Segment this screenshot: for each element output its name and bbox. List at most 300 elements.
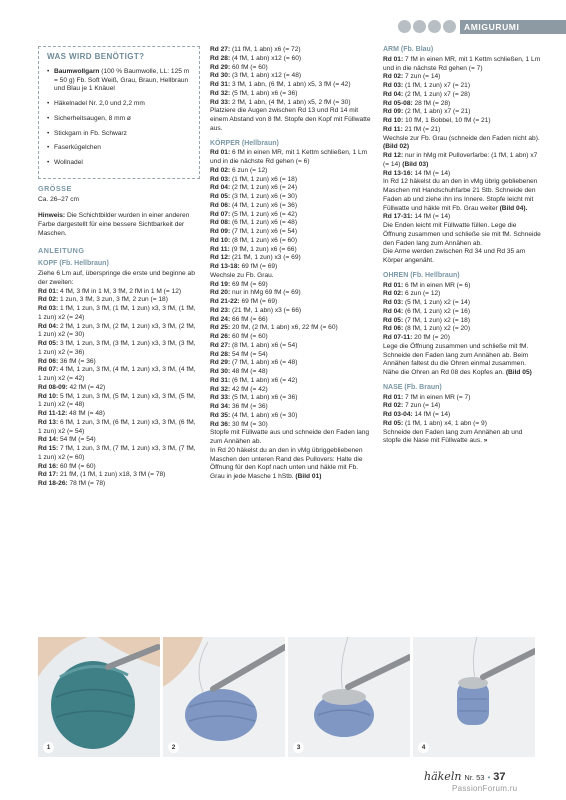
instruction-row bbox=[38, 288, 200, 297]
instruction-row bbox=[383, 91, 541, 100]
row-text: 2 fM, 1 zun, 3 fM, (2 fM, 1 zun) x3, 3 fM, (2 fM, 1 zun) x2 (= 30) bbox=[38, 322, 196, 339]
instruction-row bbox=[210, 307, 373, 316]
row-text: 36 fM (= 36) bbox=[230, 403, 268, 410]
nase-title: NASE (Fb. Braun) bbox=[383, 383, 442, 391]
materials-item bbox=[47, 100, 193, 109]
row-text: 6 zun (= 12) bbox=[230, 166, 268, 174]
row-label: Rd 13: bbox=[38, 418, 59, 426]
row-label: Rd 27: bbox=[210, 46, 231, 53]
instruction-row bbox=[210, 316, 373, 325]
issue-number: Nr. 53 bbox=[464, 773, 485, 782]
materials-title: WAS WIRD BENÖTIGT? bbox=[47, 52, 145, 61]
kopf-note: Platziere die Augen zwischen Rd 13 und Rd 14 mit einem Abstand von 8 fM. Stopfe den Kopf mit Füllwatte aus. bbox=[210, 107, 371, 132]
row-label: Rd 17-31: bbox=[383, 213, 413, 221]
row-text: 54 fM (= 54) bbox=[58, 436, 96, 444]
row-text: 10 fM, 1 Bobbel, 10 fM (= 21) bbox=[403, 117, 491, 124]
row-text: (1 fM, 1 zun) x7 (= 21) bbox=[403, 82, 471, 89]
row-label: Rd 28: bbox=[210, 350, 231, 358]
row-text: 48 fM (= 48) bbox=[230, 368, 268, 375]
row-label: Rd 33: bbox=[210, 98, 231, 106]
row-label: Rd 19: bbox=[210, 280, 231, 288]
row-label: Rd 20: bbox=[210, 289, 231, 297]
materials-item-text: Häkelnadel Nr. 2,0 und 2,2 mm bbox=[54, 100, 145, 107]
materials-item-text: Wollnadel bbox=[54, 159, 83, 166]
row-text: (4 fM, 1 abn) x6 (= 30) bbox=[230, 411, 298, 419]
row-label: Rd 34: bbox=[210, 403, 231, 410]
row-label: Rd 14: bbox=[38, 436, 59, 444]
row-text: (5 fM, 1 zun) x2 (= 14) bbox=[403, 299, 471, 306]
instruction-row bbox=[38, 436, 200, 445]
row-text: (3 fM, 1 abn) x12 (= 48) bbox=[230, 72, 302, 80]
instruction-row bbox=[210, 167, 373, 176]
row-text: (11 fM, 1 abn) x6 (= 72) bbox=[230, 46, 301, 53]
row-label: Rd 31: bbox=[210, 81, 231, 88]
materials-item-bold: Baumwollgarn bbox=[54, 67, 100, 75]
row-label: Rd 31: bbox=[210, 376, 231, 384]
groesse-title: GRÖSSE bbox=[38, 183, 72, 193]
koerper-note: Stopfe mit Füllwatte aus und schneide den Faden lang zum Annähen ab. bbox=[210, 429, 370, 445]
photo-2[interactable] bbox=[163, 637, 285, 757]
row-label: Rd 10: bbox=[210, 236, 231, 244]
instruction-row bbox=[210, 246, 373, 255]
instruction-row bbox=[383, 213, 541, 222]
row-label: Rd 07: bbox=[210, 210, 231, 218]
row-text: 48 fM (= 48) bbox=[67, 410, 105, 417]
hinweis-paragraph bbox=[38, 212, 200, 238]
ohren-note bbox=[383, 343, 541, 378]
row-text: (5 fM, 1 abn) x6 (= 36) bbox=[230, 89, 298, 97]
instruction-row bbox=[38, 463, 200, 472]
arm-rows-3 bbox=[383, 213, 541, 222]
row-text: 69 fM (= 69) bbox=[230, 280, 268, 288]
chapter-nav bbox=[398, 20, 456, 33]
row-text: 69 fM (= 69) bbox=[239, 298, 278, 305]
instruction-row bbox=[383, 402, 541, 411]
instruction-row bbox=[38, 358, 200, 367]
row-text: (7 fM, 1 abn) x6 (= 48) bbox=[230, 359, 298, 367]
instruction-row bbox=[210, 386, 373, 395]
row-label: Rd 05: bbox=[210, 193, 231, 200]
row-text: 4 fM, 3 fM in 1 M, 3 fM, 2 fM in 1 M (= 12) bbox=[58, 287, 182, 295]
row-label: Rd 10: bbox=[38, 392, 59, 400]
instruction-row bbox=[210, 359, 373, 368]
instruction-row bbox=[383, 152, 541, 170]
photo-1[interactable] bbox=[38, 637, 160, 757]
materials-item bbox=[47, 159, 193, 168]
instruction-row bbox=[210, 298, 373, 307]
row-text: 54 fM (= 54) bbox=[230, 350, 268, 358]
instruction-row bbox=[383, 108, 541, 117]
row-text: (6 fM, 1 zun) x6 (= 48) bbox=[230, 219, 298, 227]
materials-item bbox=[47, 68, 193, 94]
instruction-row bbox=[210, 237, 373, 246]
photo-number: 1 bbox=[43, 742, 54, 753]
instruction-row bbox=[38, 393, 200, 411]
hinweis-text: Die Schichtbilder wurden in einer anderen Farbe dargestellt für eine bessere Sichtbarkeit der Maschen. bbox=[38, 212, 190, 237]
page-footer bbox=[424, 770, 506, 783]
bild-reference: (Bild 03) bbox=[400, 160, 429, 168]
row-text: 5 fM, 1 zun, 3 fM, (5 fM, 1 zun) x3, 3 fM, (5 fM, 1 zun) x2 (= 48) bbox=[38, 392, 196, 409]
row-text: 42 fM (= 42) bbox=[230, 385, 268, 393]
row-label: Rd 13-16: bbox=[383, 169, 413, 177]
row-label: Rd 03: bbox=[383, 299, 404, 306]
row-text: 6 fM, 1 zun, 3 fM, (6 fM, 1 zun) x3, 3 fM, (6 fM, 1 zun) x2 (= 54) bbox=[38, 418, 196, 435]
instruction-row bbox=[38, 480, 200, 489]
row-label: Rd 23: bbox=[210, 306, 231, 314]
row-text: (5 fM, 1 zun) x6 (= 42) bbox=[230, 210, 298, 218]
row-label: Rd 29: bbox=[210, 359, 231, 367]
instruction-row bbox=[210, 342, 373, 351]
instruction-row bbox=[210, 289, 373, 298]
row-text: 3 fM, 1 zun, 3 fM, (3 fM, 1 zun) x3, 3 fM, (3 fM, 1 zun) x2 (= 36) bbox=[38, 340, 196, 356]
instruction-row bbox=[383, 299, 541, 308]
row-label: Rd 25: bbox=[210, 324, 231, 332]
instruction-row bbox=[383, 56, 541, 74]
row-text: 6 fM in einen MR, mit 1 Kettm schließen, 1 Lm und in die nächste Rd gehen (= 6) bbox=[210, 149, 368, 165]
row-label: Rd 11: bbox=[383, 125, 403, 133]
photo-3[interactable] bbox=[288, 637, 410, 757]
row-text: (3 fM, 1 zun) x6 (= 30) bbox=[230, 193, 298, 200]
arm-wechsel bbox=[383, 135, 541, 153]
row-label: Rd 02: bbox=[383, 290, 404, 298]
koerper-rows-grau bbox=[210, 281, 373, 430]
row-label: Rd 18-26: bbox=[38, 480, 68, 487]
arm-note1-text: In Rd 12 häkelst du an den in vMg übrig gebliebenen Maschen mit Handschuhfarbe 21 Stb. Schneide den Faden ab und ziehe ihn ins Innere. Stopfe leicht mit Füllwatte und häkle mit Fb. Grau weiter bbox=[383, 178, 538, 212]
row-label: Rd 13-18: bbox=[210, 263, 240, 270]
instruction-row bbox=[210, 263, 373, 272]
bild-reference: (Bild 05) bbox=[505, 369, 532, 376]
watermark: PassionForum.ru bbox=[452, 784, 518, 793]
nav-dot[interactable] bbox=[413, 20, 426, 33]
row-label: Rd 12: bbox=[210, 254, 231, 262]
instruction-row bbox=[210, 228, 373, 237]
bild-reference: (Bild 01) bbox=[295, 473, 322, 480]
instruction-row bbox=[210, 55, 373, 64]
arm-rows-2 bbox=[383, 152, 541, 178]
row-label: Rd 05: bbox=[383, 419, 404, 427]
row-label: Rd 03: bbox=[38, 305, 59, 312]
row-label: Rd 06: bbox=[38, 357, 59, 365]
instruction-row bbox=[210, 281, 373, 290]
photo-4[interactable] bbox=[413, 637, 535, 757]
row-label: Rd 32: bbox=[210, 385, 231, 393]
row-text: 6 fM in einen MR (= 6) bbox=[403, 281, 471, 289]
row-text: 60 fM (= 60) bbox=[58, 462, 96, 470]
instruction-row bbox=[210, 219, 373, 228]
instruction-row bbox=[210, 421, 373, 430]
row-label: Rd 36: bbox=[210, 420, 231, 428]
instruction-row bbox=[210, 184, 373, 193]
koerper-rows bbox=[210, 149, 373, 272]
instruction-row bbox=[210, 394, 373, 403]
row-text: nur in hMg 69 fM (= 69) bbox=[230, 289, 301, 297]
row-label: Rd 26: bbox=[210, 333, 231, 340]
instruction-row bbox=[383, 126, 541, 135]
row-text: 6 zun (= 12) bbox=[403, 290, 441, 298]
nav-dot[interactable] bbox=[398, 20, 411, 33]
materials-box bbox=[38, 46, 200, 179]
row-text: (6 fM, 1 zun) x2 (= 16) bbox=[403, 307, 471, 315]
row-label: Rd 03-04: bbox=[383, 411, 413, 418]
instruction-row bbox=[383, 117, 541, 126]
row-text: 7 fM in einen MR, mit 1 Kettm schließen, 1 Lm und in die nächste Rd gehen (= 7) bbox=[383, 55, 541, 72]
row-label: Rd 01: bbox=[38, 287, 59, 295]
instruction-row bbox=[383, 334, 541, 343]
row-label: Rd 01: bbox=[383, 55, 404, 63]
koerper-wechsel: Wechsle zu Fb. Grau. bbox=[210, 271, 274, 279]
row-label: Rd 10: bbox=[383, 117, 404, 124]
row-label: Rd 03: bbox=[383, 82, 404, 89]
instruction-row bbox=[38, 296, 200, 305]
arm-rows bbox=[383, 56, 541, 135]
row-text: 30 fM (= 30) bbox=[230, 420, 268, 428]
row-label: Rd 17: bbox=[38, 471, 59, 479]
photo-number: 3 bbox=[293, 742, 304, 753]
row-text: 4 fM, 1 zun, 3 fM, (4 fM, 1 zun) x3, 3 fM, (4 fM, 1 zun) x2 (= 42) bbox=[38, 366, 196, 382]
row-text: 1 fM, 1 zun, 3 fM, (1 fM, 1 zun) x3, 3 fM, (1 fM, 1 zun) x2 (= 24) bbox=[38, 305, 196, 321]
instruction-row bbox=[38, 471, 200, 480]
row-label: Rd 01: bbox=[383, 393, 404, 401]
instruction-row bbox=[383, 325, 541, 334]
row-text: 2 fM, 1 abn, (4 fM, 1 abn) x5, 2 fM (= 30) bbox=[230, 98, 351, 106]
row-label: Rd 08: bbox=[210, 219, 231, 227]
instruction-row bbox=[210, 99, 373, 108]
row-text: 36 fM (= 36) bbox=[58, 357, 96, 365]
row-text: (8 fM, 1 zun) x2 (= 20) bbox=[403, 325, 471, 333]
row-label: Rd 02: bbox=[38, 296, 59, 304]
row-text: (7 fM, 1 zun) x2 (= 18) bbox=[403, 316, 471, 324]
nase-note bbox=[383, 429, 541, 447]
arm-note2: Die Enden leicht mit Füllwatte füllen. Lege die Öffnung zusammen und schließe sie mit fM. Schneide den Faden lang zum Annähen ab. bbox=[383, 222, 541, 247]
row-label: Rd 03: bbox=[210, 175, 231, 183]
row-text: (7 fM, 1 zun) x6 (= 54) bbox=[230, 228, 298, 235]
arm-note1 bbox=[383, 178, 541, 213]
row-text: 14 fM (= 14) bbox=[412, 411, 451, 418]
row-label: Rd 01: bbox=[210, 149, 231, 157]
row-label: Rd 06: bbox=[383, 325, 404, 333]
instruction-row bbox=[383, 420, 541, 429]
instruction-row bbox=[38, 384, 200, 393]
row-label: Rd 33: bbox=[210, 394, 231, 402]
row-label: Rd 29: bbox=[210, 63, 231, 71]
photo-4-image bbox=[413, 637, 535, 757]
photo-3-image bbox=[288, 637, 410, 757]
arm-wechsel-text: Wechsle zur Fb. Grau (schneide den Faden nicht ab). bbox=[383, 134, 540, 142]
row-text: 14 fM (= 14) bbox=[412, 169, 451, 177]
instruction-row bbox=[383, 82, 541, 91]
kopf-rows bbox=[38, 288, 200, 489]
photo-number: 4 bbox=[418, 742, 429, 753]
row-label: Rd 35: bbox=[210, 411, 231, 419]
instruction-row bbox=[383, 394, 541, 403]
nav-dot[interactable] bbox=[428, 20, 441, 33]
row-text: 66 fM (= 66) bbox=[230, 315, 268, 323]
row-text: (4 fM, 1 zun) x6 (= 36) bbox=[230, 201, 298, 209]
arm-title: ARM (Fb. Blau) bbox=[383, 46, 434, 53]
row-text: 21 fM, (1 fM, 1 zun) x18, 3 fM (= 78) bbox=[58, 471, 166, 479]
instruction-row bbox=[210, 324, 373, 333]
row-text: (2 fM, 1 zun) x6 (= 24) bbox=[230, 184, 298, 192]
materials-item-text: (100 % Baumwolle, LL: 125 m = 50 g) Fb. Soft Weiß, Grau, Braun, Hellbraun und Blau je 1 Knäuel bbox=[54, 67, 190, 93]
instruction-row bbox=[38, 366, 200, 384]
kopf-title: KOPF (Fb. Hellbraun) bbox=[38, 260, 109, 268]
instruction-row bbox=[210, 72, 373, 81]
row-label: Rd 06: bbox=[210, 201, 231, 209]
instruction-row bbox=[210, 46, 373, 55]
row-text: (5 fM, 1 abn) x6 (= 36) bbox=[230, 394, 298, 402]
row-label: Rd 11-12: bbox=[38, 410, 68, 417]
materials-item bbox=[47, 144, 193, 153]
row-label: Rd 01: bbox=[383, 281, 404, 289]
row-text: 42 fM (= 42) bbox=[67, 383, 106, 391]
row-text: 7 fM, 1 zun, 3 fM, (7 fM, 1 zun) x3, 3 fM, (7 fM, 1 zun) x2 (= 60) bbox=[38, 445, 196, 461]
row-text: 7 zun (= 14) bbox=[403, 402, 441, 410]
column-right bbox=[383, 46, 541, 446]
instruction-row bbox=[383, 308, 541, 317]
row-text: 7 fM in einen MR (= 7) bbox=[403, 393, 471, 401]
instruction-row bbox=[38, 305, 200, 323]
instruction-row bbox=[210, 202, 373, 211]
groesse-text: Ca. 26–27 cm bbox=[38, 195, 80, 203]
materials-list bbox=[47, 68, 193, 168]
row-text: (9 fM, 1 zun) x6 (= 66) bbox=[229, 245, 297, 253]
row-text: 1 zun, 3 fM, 3 zun, 3 fM, 2 zun (= 18) bbox=[58, 296, 168, 304]
row-text: 60 fM (= 60) bbox=[230, 63, 268, 71]
row-label: Rd 05: bbox=[383, 316, 404, 324]
row-label: Rd 30: bbox=[210, 72, 231, 80]
materials-item bbox=[47, 115, 193, 124]
photo-2-image bbox=[163, 637, 285, 757]
row-text: 20 fM (= 20) bbox=[412, 334, 450, 341]
instruction-row bbox=[383, 317, 541, 326]
instruction-row bbox=[38, 323, 200, 341]
anleitung-title: ANLEITUNG bbox=[38, 245, 85, 255]
continue-arrow: » bbox=[483, 437, 488, 445]
instruction-row bbox=[383, 170, 541, 179]
materials-item-text: Sicherheitsaugen, 8 mm ø bbox=[54, 114, 131, 122]
row-text: 20 fM, (2 fM, 1 abn) x6, 22 fM (= 60) bbox=[230, 324, 338, 332]
photo-strip bbox=[38, 637, 535, 757]
row-text: 60 fM (= 60) bbox=[230, 333, 268, 340]
koerper-note2-text: In Rd 20 häkelst du an den in vMg übriggebliebenen Maschen den unteren Rand des Pullovers: Halte die Öffnung für den Kopf nach unten und häkle mit Fb. Grau in jede Masche 1 hStb. bbox=[210, 446, 363, 480]
materials-item-text: Stickgarn in Fb. Schwarz bbox=[54, 129, 127, 137]
row-text: (2 fM, 1 zun) x7 (= 28) bbox=[403, 90, 471, 98]
arm-note3: Die Arme werden zwischen Rd 34 und Rd 35 am Körper angenäht. bbox=[383, 248, 526, 264]
ohren-title: OHREN (Fb. Hellbraun) bbox=[383, 271, 460, 279]
instruction-row bbox=[210, 193, 373, 202]
instruction-row bbox=[210, 368, 373, 377]
instruction-row bbox=[383, 100, 541, 109]
instruction-row bbox=[210, 403, 373, 412]
row-label: Rd 12: bbox=[383, 152, 404, 159]
ohren-note-text: Lege die Öffnung zusammen und schließe mit fM. Schneide den Faden lang zum Annähen ab. Beim Annähen faltest du die Ohren einmal zusammen. Nähe die Ohren an Rd 08 des Kopfes an. bbox=[383, 342, 529, 376]
instruction-row bbox=[38, 340, 200, 358]
nase-note-text: Schneide den Faden lang zum Annähen ab und stopfe die Nase mit Füllwatte aus. bbox=[383, 428, 523, 445]
kopf-intro: Ziehe 6 Lm auf, überspringe die erste und beginne ab der zweiten: bbox=[38, 270, 195, 286]
instruction-row bbox=[38, 419, 200, 437]
nav-dot[interactable] bbox=[443, 20, 456, 33]
row-text: (21 fM, 1 zun) x3 (= 69) bbox=[230, 254, 301, 262]
instruction-row bbox=[38, 410, 200, 419]
instruction-row bbox=[210, 412, 373, 421]
row-label: Rd 16: bbox=[38, 462, 59, 470]
instruction-row bbox=[210, 333, 373, 342]
row-label: Rd 21-22: bbox=[210, 298, 240, 305]
row-label: Rd 07: bbox=[38, 366, 59, 374]
row-text: (21 fM, 1 abn) x3 (= 66) bbox=[230, 306, 302, 314]
row-label: Rd 28: bbox=[210, 54, 231, 62]
photo-1-image bbox=[38, 637, 160, 757]
row-label: Rd 04: bbox=[383, 307, 404, 315]
column-left bbox=[38, 46, 200, 489]
row-text: 7 zun (= 14) bbox=[403, 73, 441, 81]
row-label: Rd 30: bbox=[210, 368, 231, 375]
row-text: 28 fM (= 28) bbox=[412, 99, 451, 107]
row-text: nur in hMg mit Pulloverfarbe: (1 fM, 1 abn) x7 (= 14) bbox=[383, 152, 538, 168]
ohren-rows bbox=[383, 282, 541, 343]
row-label: Rd 05-08: bbox=[383, 99, 413, 107]
row-label: Rd 09: bbox=[210, 228, 231, 235]
kopf-rows-continued bbox=[210, 46, 373, 107]
row-label: Rd 11: bbox=[210, 245, 230, 253]
row-text: 78 fM (= 78) bbox=[67, 480, 106, 487]
instruction-row bbox=[210, 176, 373, 185]
row-text: (1 fM, 1 abn) x4, 1 abn (= 9) bbox=[403, 419, 487, 427]
row-text: (8 fM, 1 zun) x6 (= 60) bbox=[230, 236, 298, 244]
row-label: Rd 02: bbox=[383, 402, 404, 410]
row-label: Rd 04: bbox=[210, 184, 231, 192]
row-label: Rd 27: bbox=[210, 341, 231, 349]
row-label: Rd 02: bbox=[383, 73, 404, 81]
row-text: (6 fM, 1 abn) x6 (= 42) bbox=[230, 376, 298, 384]
instruction-row bbox=[210, 211, 373, 220]
row-text: (2 fM, 1 abn) x7 (= 21) bbox=[403, 108, 471, 116]
row-text: (8 fM, 1 abn) x6 (= 54) bbox=[230, 341, 298, 349]
row-text: (1 fM, 1 zun) x6 (= 18) bbox=[230, 175, 298, 183]
row-text: 3 fM, 1 abn, (6 fM, 1 abn) x5, 3 fM (= 42) bbox=[230, 81, 351, 88]
row-text: 69 fM (= 69) bbox=[239, 263, 278, 270]
row-label: Rd 24: bbox=[210, 315, 231, 323]
row-label: Rd 02: bbox=[210, 166, 231, 174]
row-label: Rd 05: bbox=[38, 340, 59, 347]
instruction-row bbox=[210, 377, 373, 386]
column-middle bbox=[210, 46, 373, 482]
instruction-row bbox=[210, 81, 373, 90]
materials-item-text: Faserkügelchen bbox=[54, 144, 101, 152]
row-label: Rd 04: bbox=[38, 322, 59, 330]
koerper-title: KÖRPER (Hellbraun) bbox=[210, 139, 279, 147]
row-text: 21 fM (= 21) bbox=[402, 125, 441, 133]
instruction-row bbox=[383, 282, 541, 291]
blue-cup bbox=[185, 689, 257, 741]
koerper-note2 bbox=[210, 447, 373, 482]
hinweis-label: Hinweis: bbox=[38, 212, 66, 220]
bild-reference: (Bild 02) bbox=[383, 143, 410, 151]
photo-number: 2 bbox=[168, 742, 179, 753]
row-label: Rd 07-11: bbox=[383, 334, 413, 341]
materials-item bbox=[47, 130, 193, 139]
row-label: Rd 08-09: bbox=[38, 383, 68, 391]
page-number: 37 bbox=[493, 771, 506, 783]
row-label: Rd 09: bbox=[383, 108, 404, 116]
row-label: Rd 32: bbox=[210, 89, 231, 97]
bild-reference: (Bild 04). bbox=[499, 204, 528, 212]
instruction-row bbox=[210, 254, 373, 263]
instruction-row bbox=[210, 351, 373, 360]
instruction-row bbox=[210, 64, 373, 73]
row-text: (4 fM, 1 abn) x12 (= 60) bbox=[230, 54, 302, 62]
instruction-row bbox=[38, 445, 200, 463]
